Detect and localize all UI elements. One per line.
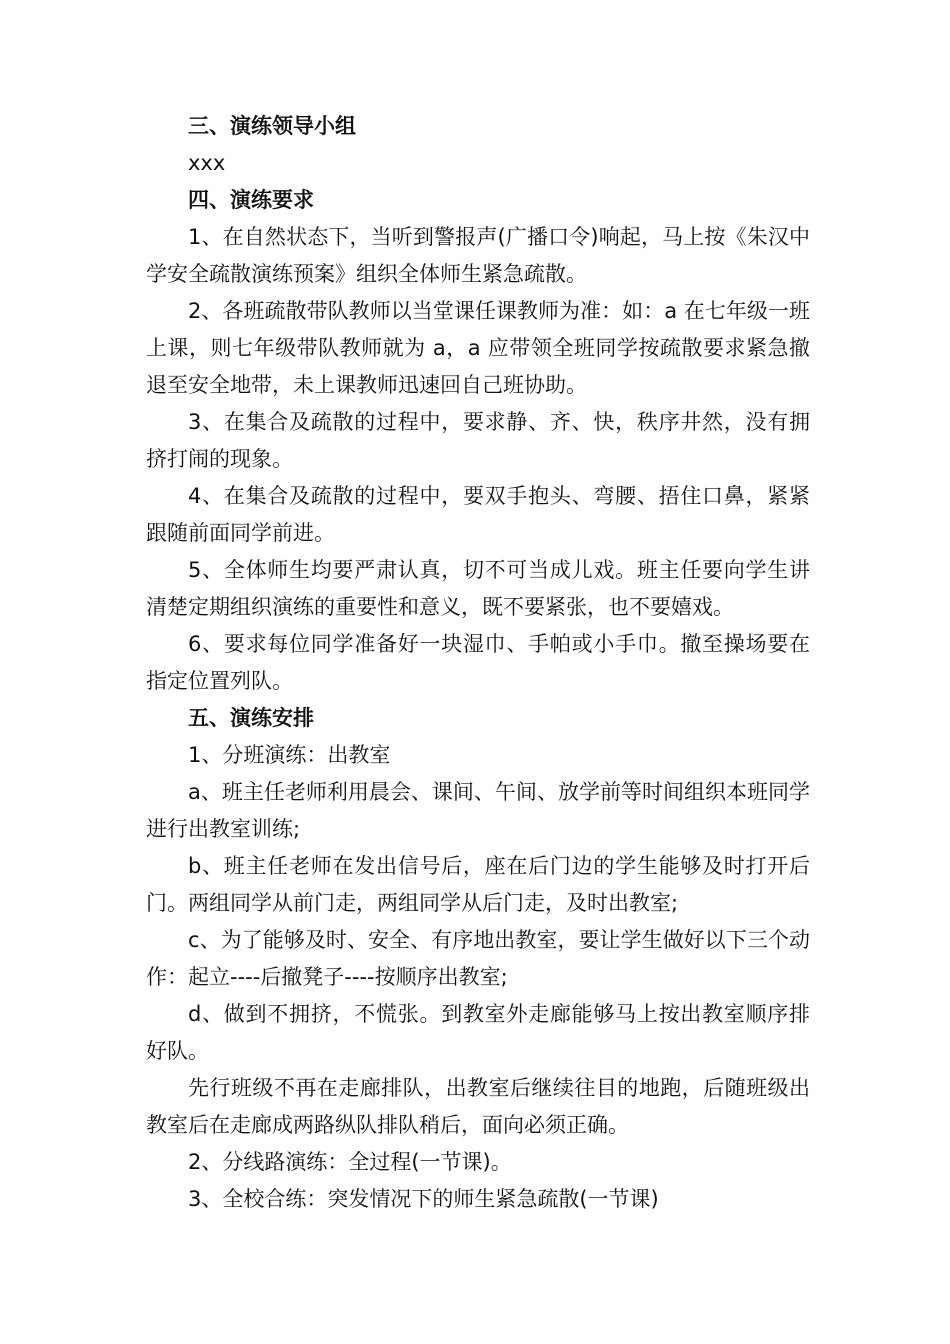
arrangement-3: 3、全校合练：突发情况下的师生紧急疏散(一节课)	[188, 1187, 659, 1211]
requirement-6: 6、要求每位同学准备好一块湿巾、手帕或小手巾。撤至操场要在指定位置列队。	[146, 632, 810, 693]
requirement-1: 1、在自然状态下，当听到警报声(广播口令)响起，马上按《朱汉中学安全疏散演练预案》组织全体师生紧急疏散。	[146, 225, 810, 286]
section-3-body: xxx	[188, 151, 226, 175]
section-3-heading: 三、演练领导小组	[188, 114, 356, 138]
requirement-2: 2、各班疏散带队教师以当堂课任课教师为准：如：a 在七年级一班上课，则七年级带队教师就为 a，a 应带领全班同学按疏散要求紧急撤退至安全地带，未上课教师迅速回自己班协助。	[146, 299, 810, 397]
arrangement-1a: a、班主任老师利用晨会、课间、午间、放学前等时间组织本班同学进行出教室训练;	[146, 780, 810, 841]
section-4-heading: 四、演练要求	[188, 188, 314, 212]
requirement-5: 5、全体师生均要严肃认真，切不可当成儿戏。班主任要向学生讲清楚定期组织演练的重要性和意义，既不要紧张，也不要嬉戏。	[146, 558, 810, 619]
arrangement-note: 先行班级不再在走廊排队，出教室后继续往目的地跑，后随班级出教室后在走廊成两路纵队排队稍后，面向必须正确。	[146, 1076, 810, 1137]
section-5-heading: 五、演练安排	[188, 706, 314, 730]
arrangement-1d: d、做到不拥挤，不慌张。到教室外走廊能够马上按出教室顺序排好队。	[146, 1002, 810, 1063]
arrangement-2: 2、分线路演练：全过程(一节课)。	[188, 1150, 512, 1174]
requirement-3: 3、在集合及疏散的过程中，要求静、齐、快，秩序井然，没有拥挤打闹的现象。	[146, 410, 810, 471]
requirement-4: 4、在集合及疏散的过程中，要双手抱头、弯腰、捂住口鼻，紧紧跟随前面同学前进。	[146, 484, 810, 545]
arrangement-1c: c、为了能够及时、安全、有序地出教室，要让学生做好以下三个动作：起立----后撤凳子----按顺序出教室;	[146, 928, 810, 989]
arrangement-1: 1、分班演练：出教室	[188, 743, 391, 767]
arrangement-1b: b、班主任老师在发出信号后，座在后门边的学生能够及时打开后门。两组同学从前门走，两组同学从后门走，及时出教室;	[146, 854, 810, 915]
document-page	[146, 108, 810, 1218]
